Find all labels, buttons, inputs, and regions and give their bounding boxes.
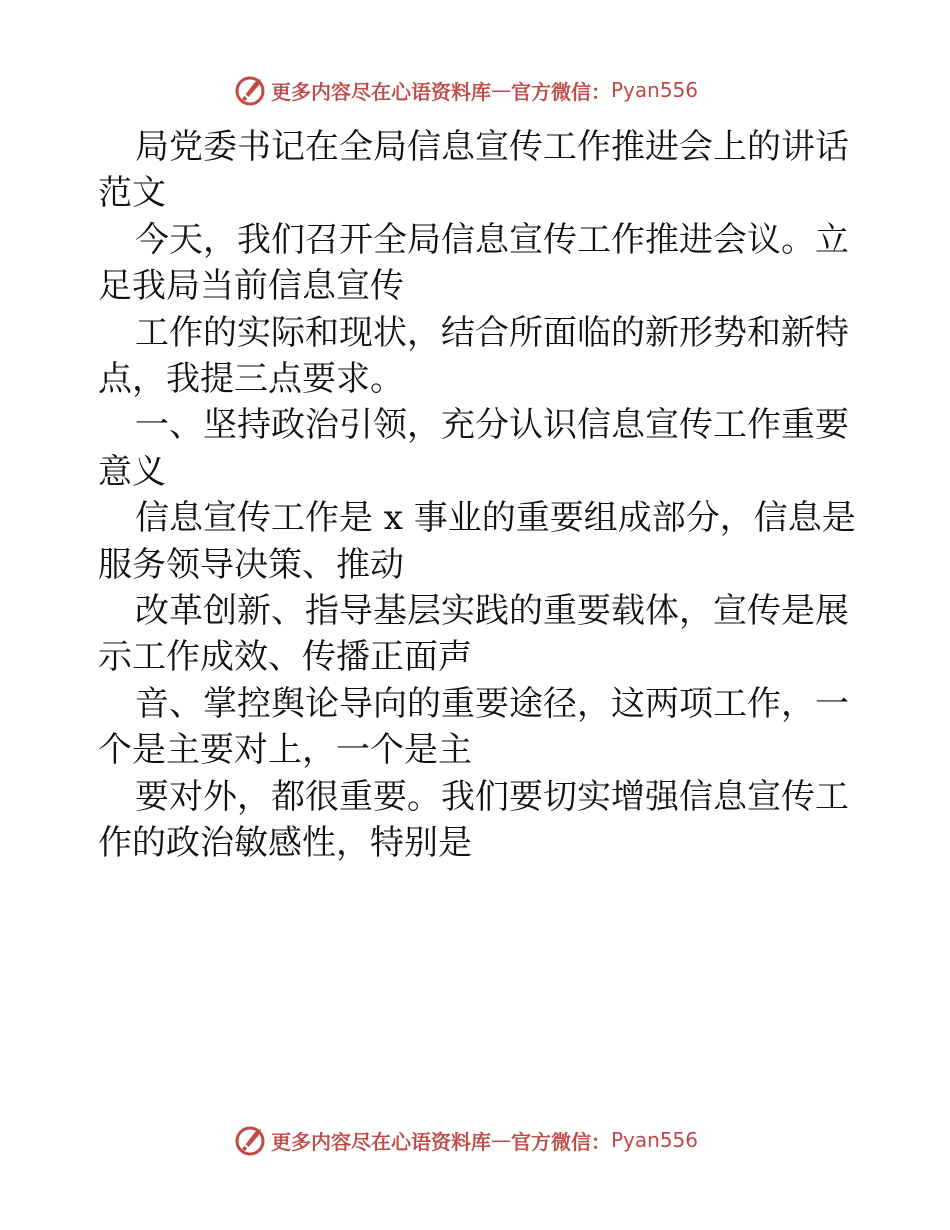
banner-contact-id: Pyan556 <box>611 78 699 102</box>
banner-contact-label: 官方微信： <box>511 79 611 104</box>
banner-contact-label: 官方微信： <box>511 1129 611 1154</box>
paragraph: 改革创新、指导基层实践的重要载体，宣传是展示工作成效、传播正面声 <box>98 591 849 678</box>
document-title: 局党委书记在全局信息宣传工作推进会上的讲话范文 <box>98 127 849 214</box>
banner-site-text: 更多内容尽在心语资料库 <box>271 79 491 104</box>
paragraph: 音、掌控舆论导向的重要途径，这两项工作，一个是主要对上，一个是主 <box>98 683 849 771</box>
paragraph: 信息宣传工作是 x 事业的重要组成部分，信息是服务领导决策、推动 <box>98 498 856 585</box>
banner-site-text: 更多内容尽在心语资料库 <box>271 1129 491 1154</box>
pen-nib-icon <box>233 1123 267 1157</box>
paragraph: 工作的实际和现状，结合所面临的新形势和新特点，我提三点要求。 <box>98 312 849 400</box>
header-banner <box>0 70 950 110</box>
header-banner-content <box>233 70 698 110</box>
banner-dash: — <box>491 78 511 102</box>
banner-contact-id: Pyan556 <box>611 1128 699 1152</box>
paragraph: 今天，我们召开全局信息宣传工作推进会议。立足我局当前信息宣传 <box>98 219 849 307</box>
pen-nib-icon <box>233 73 267 107</box>
paragraph: 要对外，都很重要。我们要切实增强信息宣传工作的政治敏感性，特别是 <box>98 776 849 864</box>
section-heading: 一、坚持政治引领，充分认识信息宣传工作重要意义 <box>98 405 849 492</box>
footer-banner <box>0 1120 950 1160</box>
footer-banner-content <box>233 1120 698 1160</box>
banner-dash: — <box>491 1128 511 1152</box>
document-body <box>98 124 858 867</box>
